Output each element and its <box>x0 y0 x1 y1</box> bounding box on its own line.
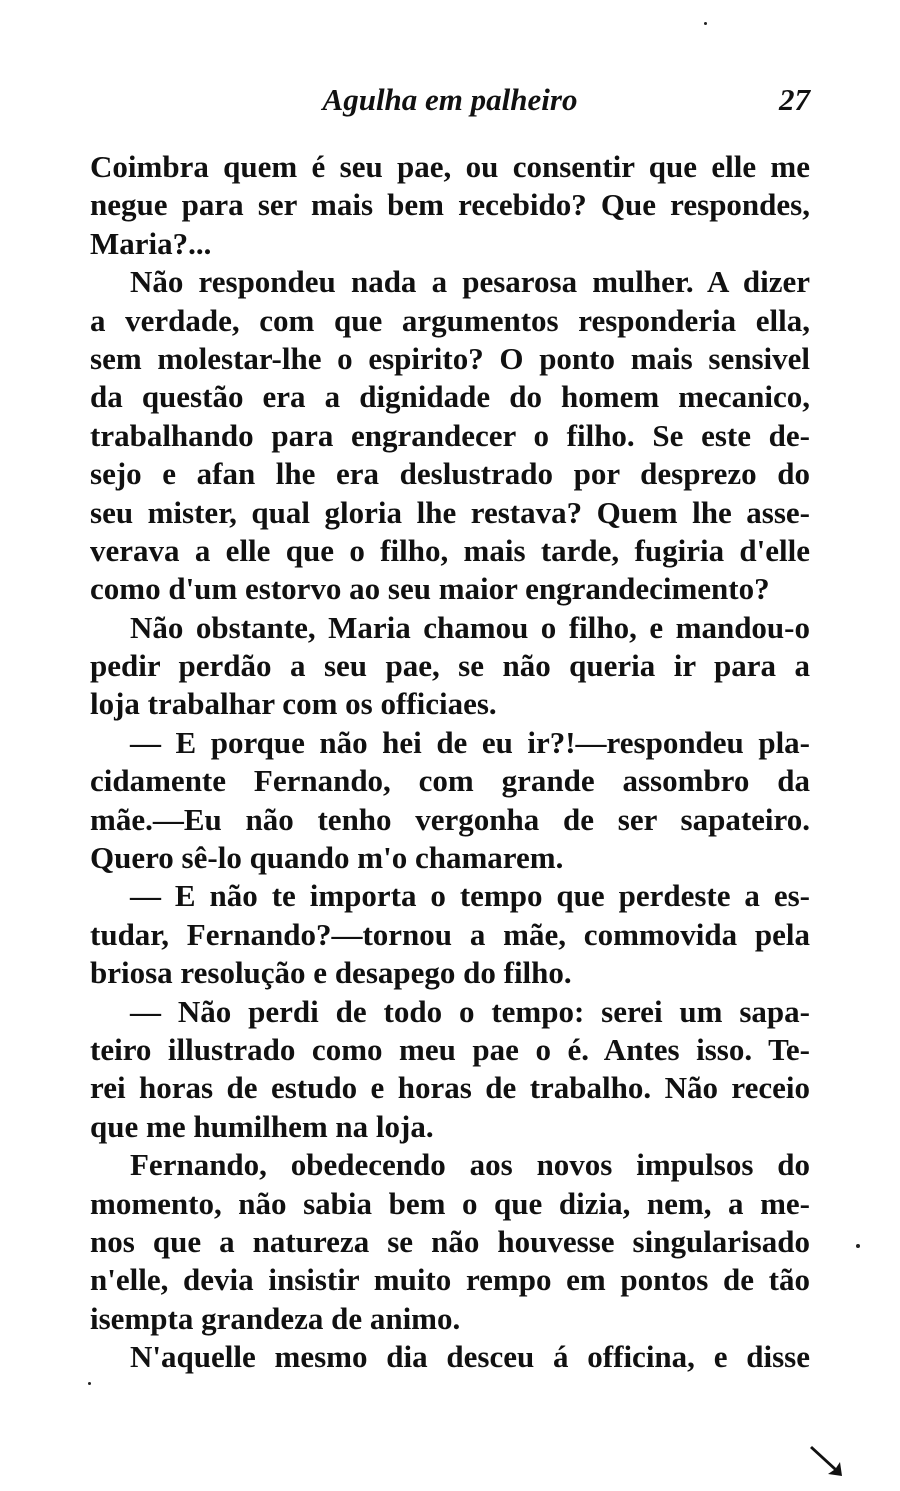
text-line: n'elle, devia insistir muito rempo em pontos de tão <box>90 1262 810 1298</box>
text-line: pedir perdão a seu pae, se não queria ir para a <box>90 648 810 684</box>
running-title: Agulha em palheiro <box>322 82 578 117</box>
print-speck <box>704 22 707 25</box>
text-line: Quero sê-lo quando m'o chamarem. <box>90 840 564 876</box>
text-line: sem molestar-lhe o espirito? O ponto mais sensivel <box>90 340 810 376</box>
text-line: isempta grandeza de animo. <box>90 1300 461 1336</box>
text-line: tudar, Fernando?—tornou a mãe, commovida pela <box>90 916 810 952</box>
text-line: Coimbra quem é seu pae, ou consentir que elle me <box>90 149 810 184</box>
text-line: seu mister, qual gloria lhe restava? Quem lhe asse- <box>90 494 810 530</box>
print-speck <box>856 1244 860 1248</box>
text-line: a verdade, com que argumentos responderia ella, <box>90 302 810 338</box>
corner-arrow-mark <box>808 1440 848 1480</box>
text-line: trabalhando para engrandecer o filho. Se este de- <box>90 417 810 453</box>
text-line: — Não perdi de todo o tempo: serei um sapa- <box>130 993 810 1029</box>
text-line: Fernando, obedecendo aos novos impulsos do <box>130 1147 810 1183</box>
text-line: verava a elle que o filho, mais tarde, fugiria d'elle <box>90 532 810 568</box>
text-line: rei horas de estudo e horas de trabalho. Não receio <box>90 1070 810 1106</box>
text-line: momento, não sabia bem o que dizia, nem, a me- <box>90 1185 810 1221</box>
page-number: 27 <box>779 82 810 117</box>
text-line: da questão era a dignidade do homem mecanico, <box>90 379 810 415</box>
text-line: briosa resolução e desapego do filho. <box>90 955 572 991</box>
text-line: que me humilhem na loja. <box>90 1108 434 1144</box>
text-line: Não obstante, Maria chamou o filho, e mandou-o <box>130 609 810 645</box>
text-line: cidamente Fernando, com grande assombro da <box>90 763 810 799</box>
print-speck <box>88 1382 91 1385</box>
text-body <box>90 148 810 1377</box>
text-line: Não respondeu nada a pesarosa mulher. A dizer <box>130 264 810 300</box>
text-line: loja trabalhar com os officiaes. <box>90 686 497 722</box>
text-line: nos que a natureza se não houvesse singularisado <box>90 1223 810 1259</box>
text-line: — E não te importa o tempo que perdeste a es- <box>130 878 810 914</box>
text-line: Maria?... <box>90 225 212 261</box>
page-header <box>90 78 810 122</box>
text-line: sejo e afan lhe era deslustrado por desprezo do <box>90 456 810 492</box>
text-line: negue para ser mais bem recebido? Que respondes, <box>90 187 810 223</box>
text-line: como d'um estorvo ao seu maior engrandecimento? <box>90 571 770 607</box>
text-line: N'aquelle mesmo dia desceu á officina, e disse <box>130 1339 810 1375</box>
text-line: teiro illustrado como meu pae o é. Antes isso. Te- <box>90 1031 810 1067</box>
text-line: — E porque não hei de eu ir?!—respondeu pla- <box>130 724 810 760</box>
text-line: mãe.—Eu não tenho vergonha de ser sapateiro. <box>90 801 810 837</box>
